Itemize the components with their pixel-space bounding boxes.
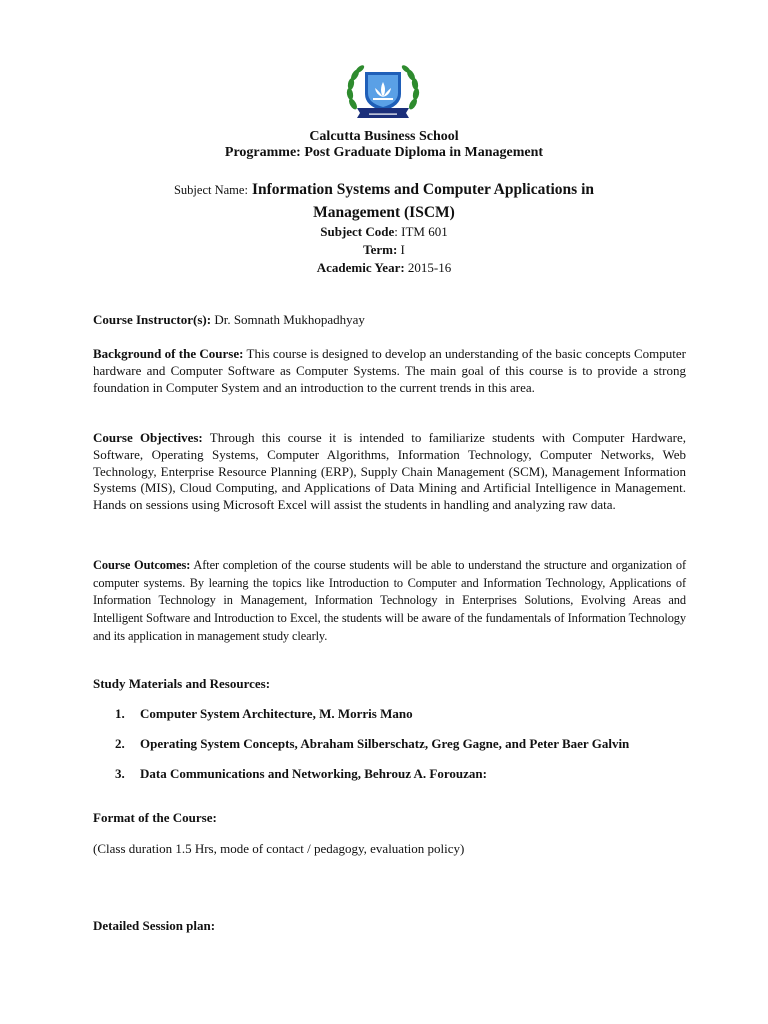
outcomes-label: Course Outcomes:	[93, 558, 191, 572]
outcomes-text: After completion of the course students will be able to understand the structure and organization of computer systems. By learning the topics like Introduction to Computer and Information Technology, Applications of Information Technology in Management, Information Technology in Enterprises Solutions, Evolving Areas and Intelligent Software and Introduction to Excel, the students will be aware of the fundamentals of Information Technology and its application in management study clearly.	[93, 558, 686, 643]
calcutta-business-school-crest-icon	[343, 64, 423, 120]
subject-name-label: Subject Name:	[173, 183, 248, 197]
background-paragraph	[93, 346, 686, 396]
course-instructor	[93, 312, 686, 329]
format-heading: Format of the Course:	[93, 810, 217, 825]
course-instructor-value: Dr. Somnath Mukhopadhyay	[211, 312, 365, 327]
subject-code-label: Subject Code	[320, 224, 395, 239]
study-materials-heading: Study Materials and Resources:	[93, 676, 271, 691]
course-instructor-label: Course Instructor(s):	[93, 312, 212, 327]
list-item-number: 2.	[115, 736, 125, 751]
list-item	[115, 736, 715, 752]
academic-year-label: Academic Year:	[316, 260, 405, 275]
subject-code	[0, 223, 768, 240]
session-plan-heading: Detailed Session plan:	[93, 918, 216, 933]
school-logo	[343, 64, 423, 120]
list-item	[115, 706, 715, 722]
background-text: This course is designed to develop an understanding of the basic concepts Computer hardware and Computer Software as Computer Systems. The main goal of this course is to provide a strong foundation in Computer System and an introduction to the current trends in this area.	[93, 346, 686, 395]
subject-name-line	[0, 180, 768, 200]
list-item-text: Operating System Concepts, Abraham Silberschatz, Greg Gagne, and Peter Baer Galvin	[140, 736, 630, 751]
format-note: (Class duration 1.5 Hrs, mode of contact / pedagogy, evaluation policy)	[93, 841, 465, 856]
background-label: Background of the Course:	[93, 346, 244, 361]
academic-year-value: 2015-16	[404, 260, 452, 275]
objectives-text: Through this course it is intended to familiarize students with Computer Hardware, Software, Operating Systems, Computer Algorithms, Information Technology, Computer Networks, Web Technology, Enterprise Resource Planning (ERP), Supply Chain Management (SCM), Management Information Systems (MIS), Cloud Computing, and Applications of Data Mining and Artificial Intelligence in Management. Hands on sessions using Microsoft Excel will assist the students in handling and analyzing raw data.	[93, 430, 687, 513]
objectives-label: Course Objectives:	[93, 430, 203, 445]
list-item	[115, 766, 715, 782]
term-value: I	[397, 242, 405, 257]
list-item-text: Computer System Architecture, M. Morris Mano	[140, 706, 413, 721]
subject-code-value: : ITM 601	[394, 224, 448, 239]
objectives-paragraph	[93, 430, 686, 514]
list-item-text: Data Communications and Networking, Behrouz A. Forouzan:	[140, 766, 487, 781]
term-label: Term:	[363, 242, 398, 257]
term	[0, 241, 768, 258]
school-name: Calcutta Business School	[309, 129, 459, 144]
outcomes-paragraph	[93, 557, 686, 646]
subject-name-value: Information Systems and Computer Applications in	[251, 181, 594, 198]
list-item-number: 1.	[115, 706, 125, 721]
academic-year	[0, 259, 768, 276]
subject-name-value-line2: Management (ISCM)	[313, 204, 455, 221]
list-item-number: 3.	[115, 766, 125, 781]
programme-title: Programme: Post Graduate Diploma in Management	[224, 145, 544, 160]
